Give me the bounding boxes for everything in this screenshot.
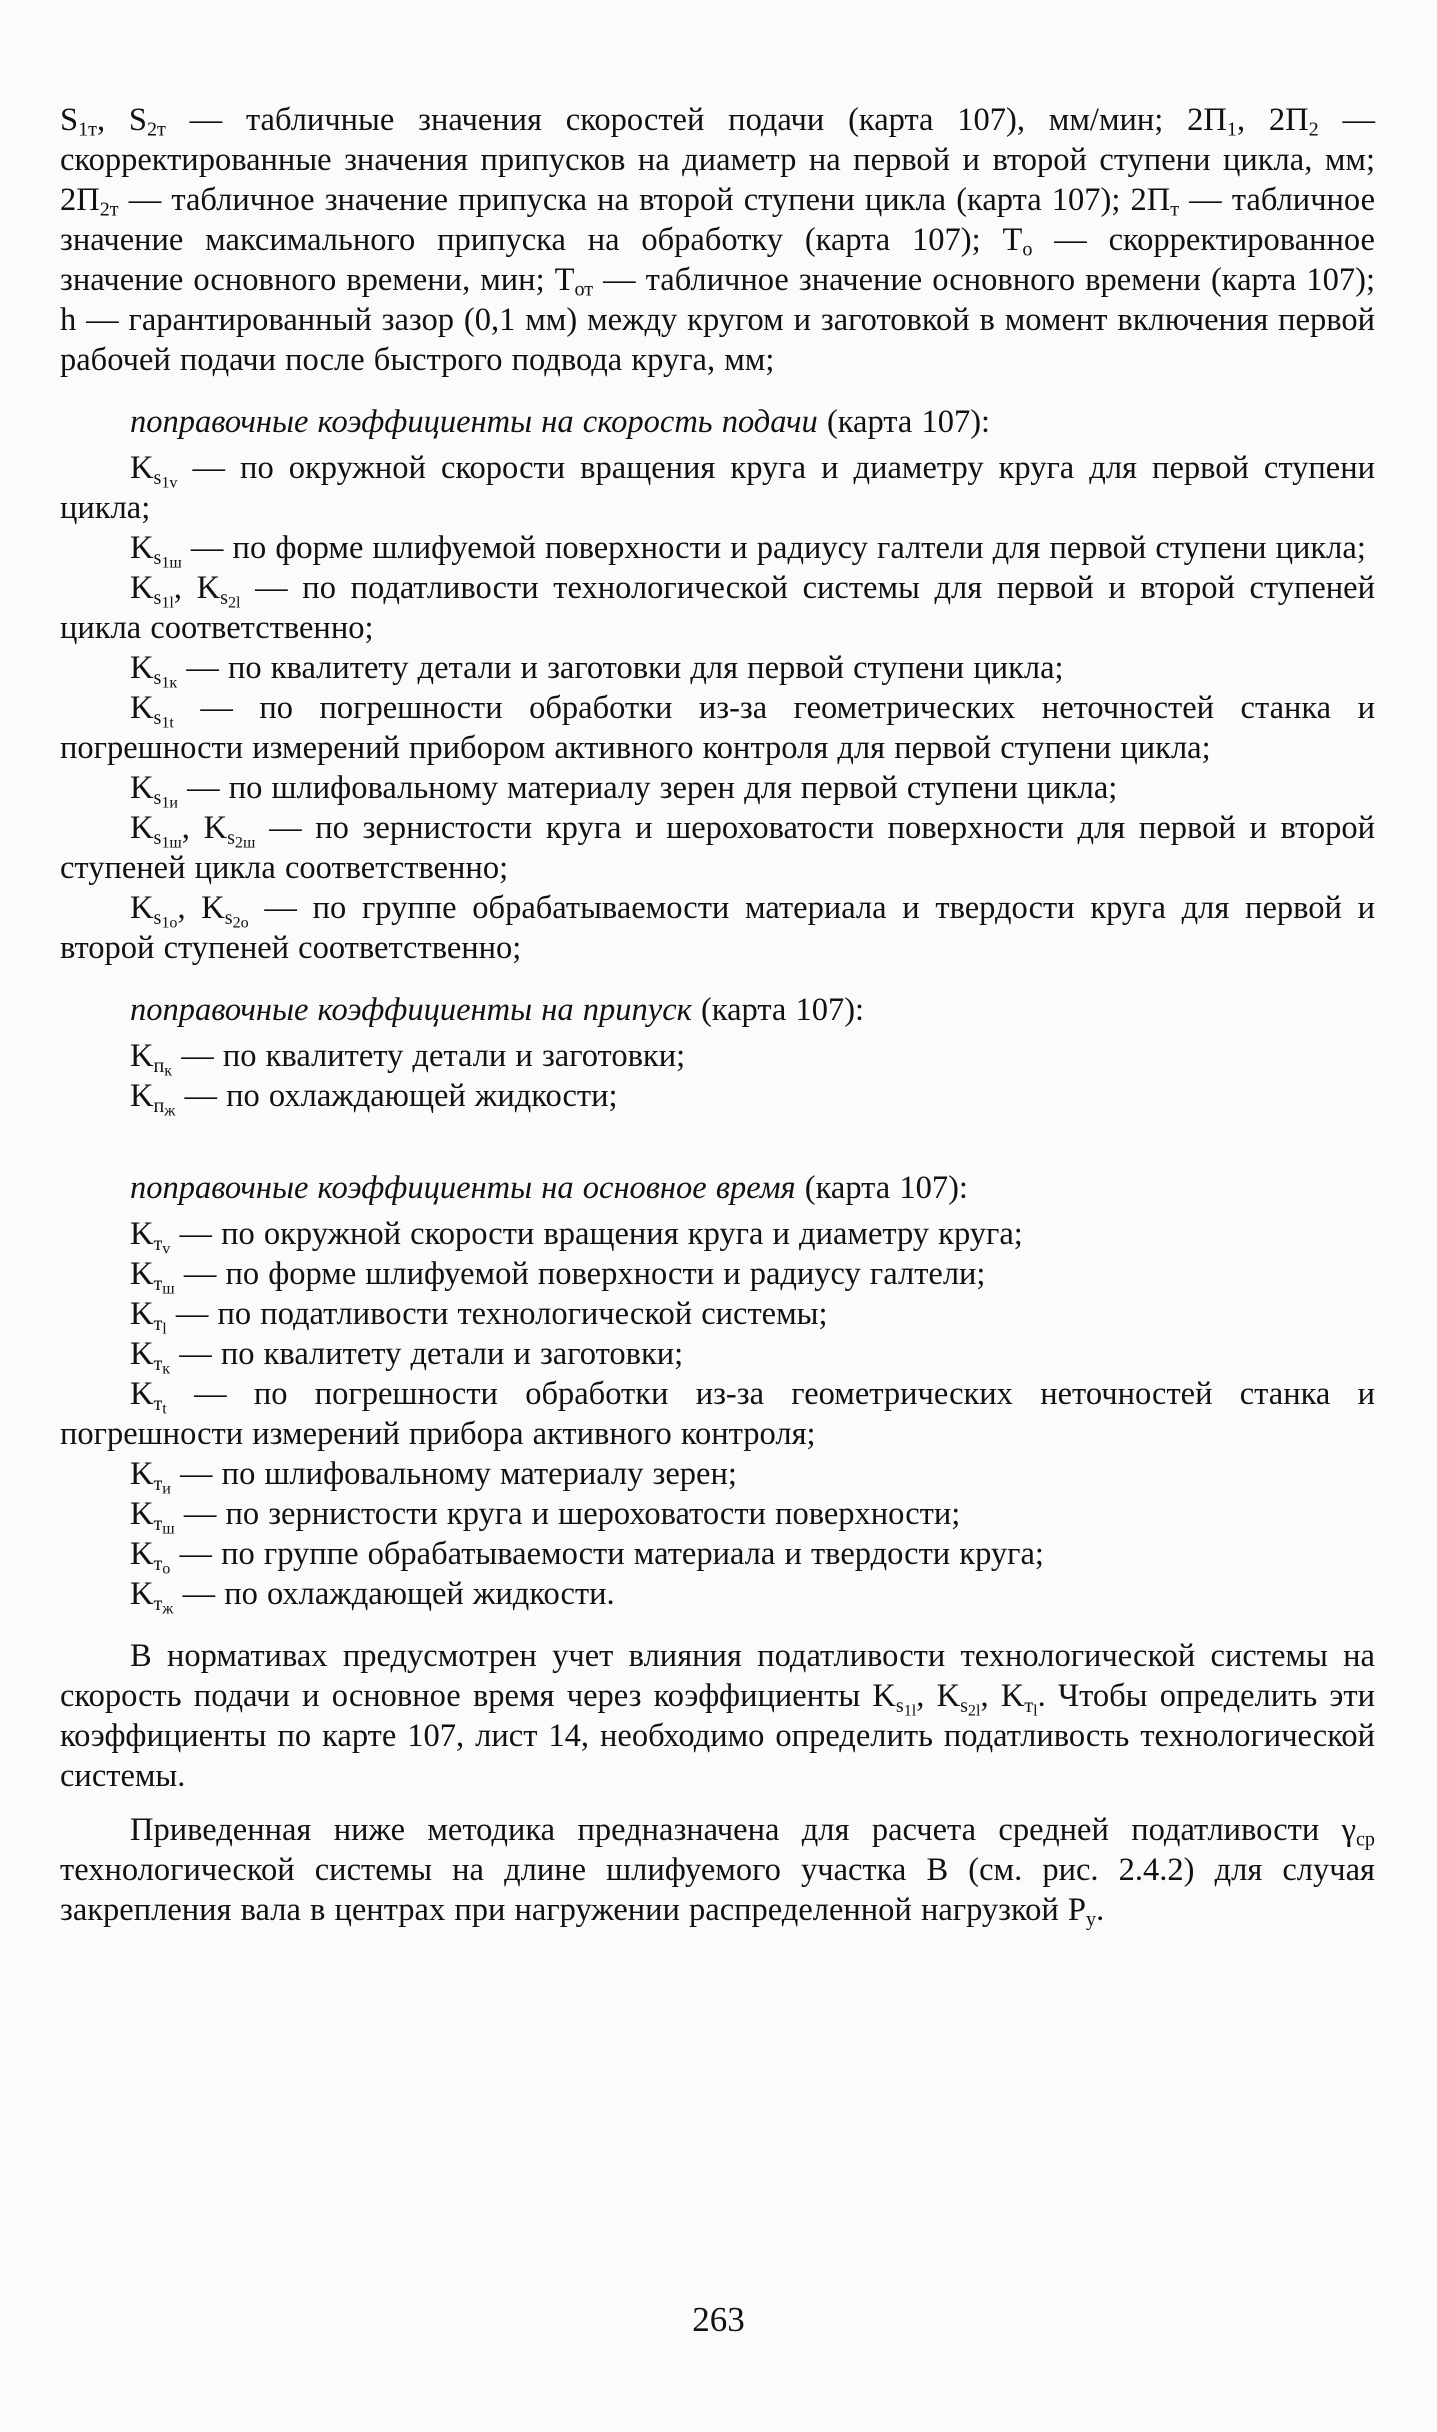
feed-coefficient-item: $K_{s_{1ш}}$, $K_{s_{2ш}}$ — по зернистости круга и шероховатости поверхности для первой и второй ступеней цикла соответственно; <box>60 810 1375 886</box>
allowance-coefficients-list <box>60 1036 1375 1120</box>
feed-coefficients-title: поправочные коэффициенты на скорость подачи <box>130 404 818 440</box>
feed-coefficients-heading <box>60 402 1375 442</box>
allowance-coefficients-title: поправочные коэффициенты на припуск <box>130 992 692 1028</box>
section-gap <box>60 1116 1375 1146</box>
time-coefficient-item: $K_{т_о}$ — по группе обрабатываемости материала и твердости круга; <box>130 1536 1044 1578</box>
feed-coefficients-list <box>60 448 1375 968</box>
intro-paragraph: $S_{1т}$, $S_{2т}$ — табличные значения скоростей подачи (карта 107), мм/мин; $2П_1$, $2П_2$ — скорректированные значения припусков на диаметр на первой и второй ступени цикла, мм; $2П_{2т}$ — табличное значение припуска на второй ступени цикла (карта 107); $2П_т$ — табличное значение максимального припуска на обработку (карта 107); $T_о$ — скорректированное значение основного времени, мин; $T_{от}$ — табличное значение основного времени (карта 107); h — гарантированный зазор (0,1 мм) между кругом и заготовкой в момент включения первой рабочей подачи после быстрого подвода круга, мм; <box>60 102 1375 378</box>
feed-coefficient-item: $K_{s_{1к}}$ — по квалитету детали и заготовки для первой ступени цикла; <box>130 650 1064 692</box>
time-coefficients-list <box>60 1214 1375 1618</box>
time-coefficients-ref: (карта 107): <box>795 1170 968 1206</box>
allowance-coefficient-item: $K_{п_к}$ — по квалитету детали и заготовки; <box>130 1038 686 1080</box>
time-coefficient-item: $K_{т_l}$ — по податливости технологической системы; <box>130 1296 828 1338</box>
time-coefficient-item: $K_{т_ж}$ — по охлаждающей жидкости. <box>130 1576 615 1618</box>
time-coefficient-item: $K_{т_ш}$ — по зернистости круга и шероховатости поверхности; <box>130 1496 961 1538</box>
time-coefficient-item: $K_{т_t}$ — по погрешности обработки из-за геометрических неточностей станка и погрешности измерений прибора активного контроля; <box>60 1376 1375 1452</box>
allowance-coefficients-ref: (карта 107): <box>691 992 865 1028</box>
feed-coefficient-item: $K_{s_{1и}}$ — по шлифовальному материалу зерен для первой ступени цикла; <box>130 770 1118 812</box>
method-paragraph: Приведенная ниже методика предназначена для расчета средней податливости $\gamma_{ср}$ технологической системы на длине шлифуемого участка B (см. рис. 2.4.2) для случая закрепления вала в центрах при нагружении распределенной нагрузкой $P_y$. <box>60 1812 1375 1931</box>
time-coefficient-item: $K_{т_и}$ — по шлифовальному материалу зерен; <box>130 1456 737 1498</box>
feed-coefficient-item: $K_{s_{1t}}$ — по погрешности обработки из-за геометрических неточностей станка и погрешности измерений прибором активного контроля для первой ступени цикла; <box>60 690 1375 766</box>
allowance-coefficient-item: $K_{п_ж}$ — по охлаждающей жидкости; <box>130 1078 618 1120</box>
feed-coefficients-ref: (карта 107): <box>817 404 991 440</box>
time-coefficient-item: $K_{т_v}$ — по окружной скорости вращения круга и диаметру круга; <box>130 1216 1023 1258</box>
time-coefficient-item: $K_{т_к}$ — по квалитету детали и заготовки; <box>130 1336 684 1378</box>
page-body <box>60 100 1375 1930</box>
feed-coefficient-item: $K_{s_{1v}}$ — по окружной скорости вращения круга и диаметру круга для первой ступени цикла; <box>60 450 1375 526</box>
allowance-coefficients-heading <box>60 990 1375 1030</box>
feed-coefficient-item: $K_{s_{1ш}}$ — по форме шлифуемой поверхности и радиусу галтели для первой ступени цикла; <box>130 530 1366 572</box>
page-number: 263 <box>692 2300 745 2339</box>
time-coefficients-heading <box>60 1168 1375 1208</box>
feed-coefficient-item: $K_{s_{1l}}$, $K_{s_{2l}}$ — по податливости технологической системы для первой и второй ступеней цикла соответственно; <box>60 570 1375 646</box>
time-coefficient-item: $K_{т_ш}$ — по форме шлифуемой поверхности и радиусу галтели; <box>130 1256 986 1298</box>
norms-paragraph: В нормативах предусмотрен учет влияния податливости технологической системы на скорость подачи и основное время через коэффициенты $K_{s_{1l}}$, $K_{s_{2l}}$, $K_{т_l}$. Чтобы определить эти коэффициенты по карте 107, лист 14, необходимо определить податливость технологической системы. <box>60 1638 1375 1794</box>
time-coefficients-title: поправочные коэффициенты на основное время <box>130 1170 796 1206</box>
feed-coefficient-item: $K_{s_{1о}}$, $K_{s_{2о}}$ — по группе обрабатываемости материала и твердости круга для первой и второй ступеней соответственно; <box>60 890 1375 966</box>
